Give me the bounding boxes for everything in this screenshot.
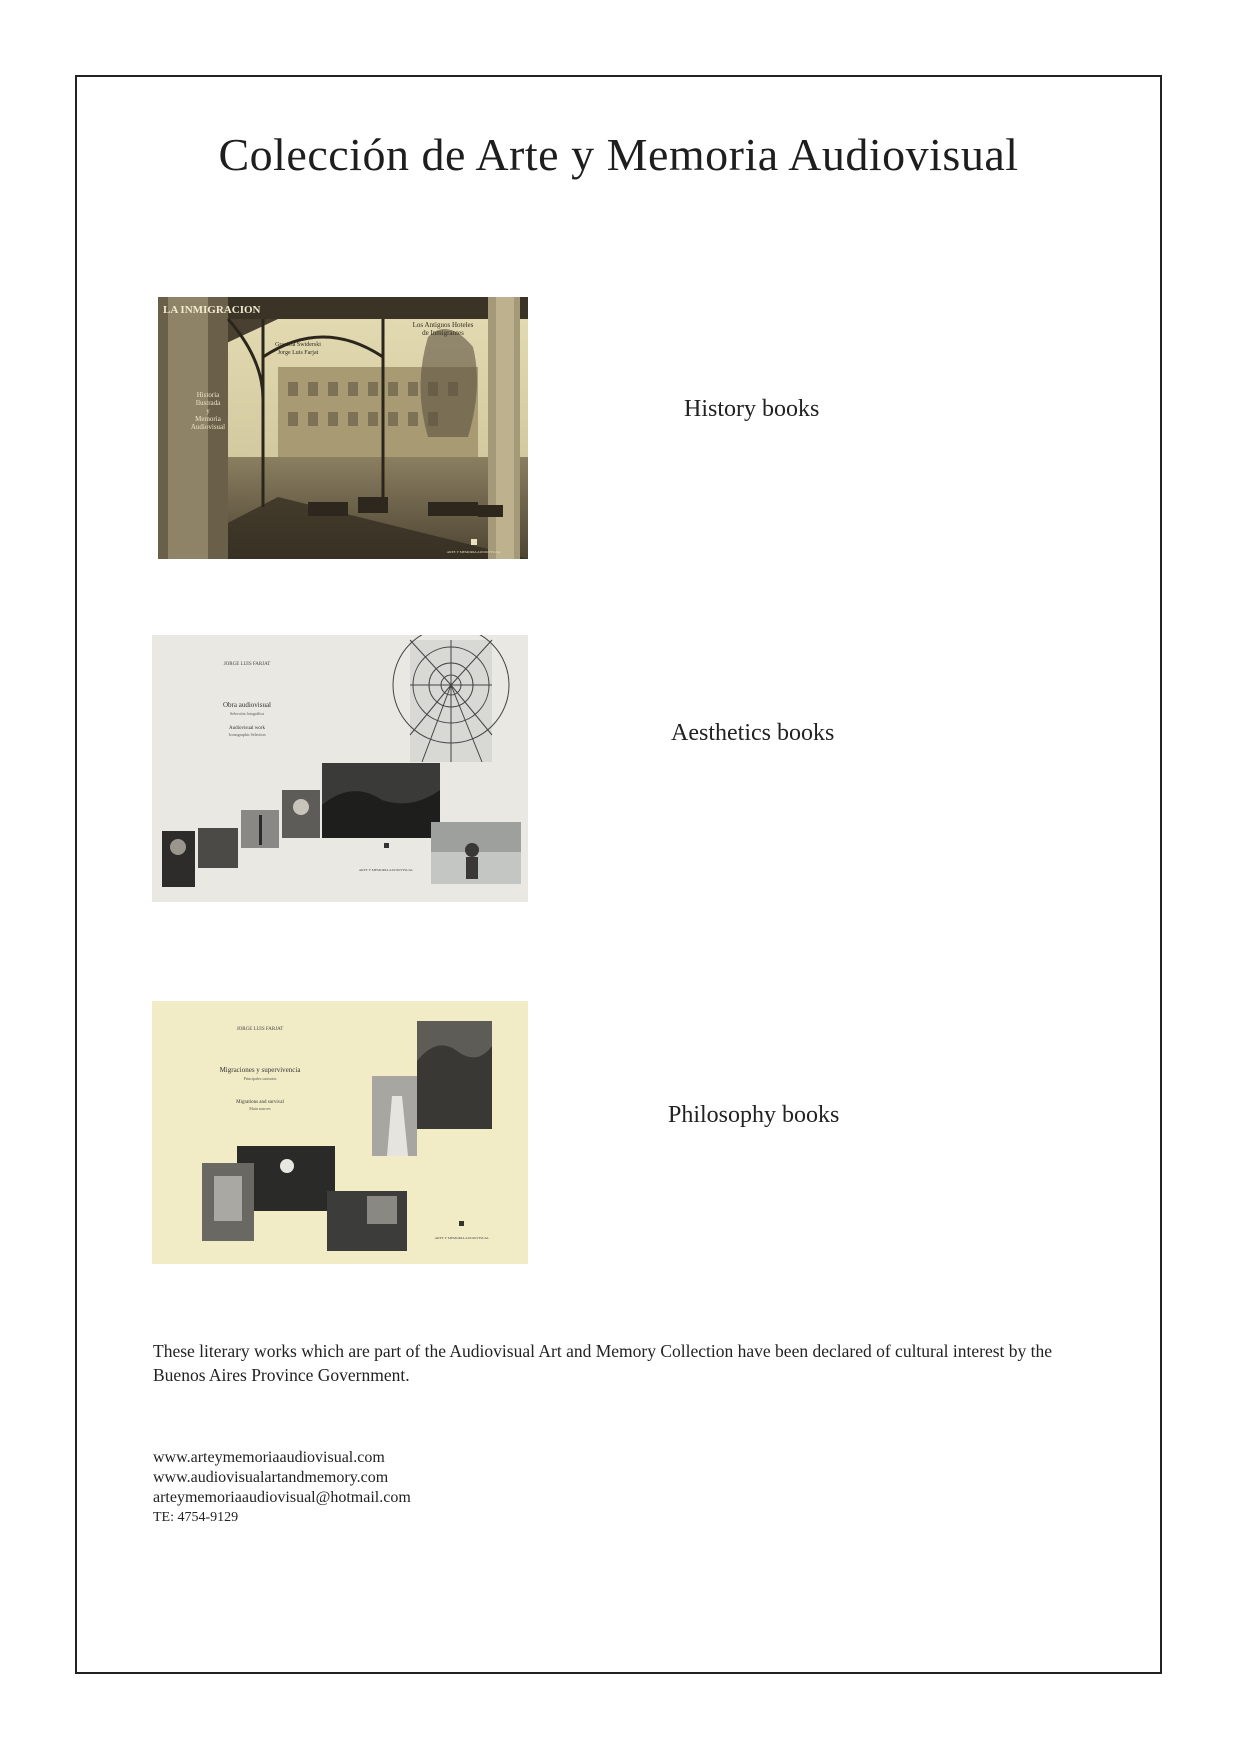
contact-block: [153, 1448, 411, 1528]
svg-text:y: y: [206, 407, 210, 415]
svg-text:Los Antiguos Hoteles: Los Antiguos Hoteles: [412, 321, 474, 329]
svg-text:Principales sustratos: Principales sustratos: [243, 1076, 277, 1081]
svg-text:Migrations and survival: Migrations and survival: [236, 1100, 284, 1105]
history-books-label: History books: [684, 396, 820, 422]
email-link[interactable]: arteymemoriaaudiovisual@hotmail.com: [153, 1489, 411, 1506]
svg-text:JORGE LUIS FARJAT: JORGE LUIS FARJAT: [223, 662, 271, 667]
phone-number: TE: 4754-9129: [153, 1510, 239, 1525]
page-title: Colección de Arte y Memoria Audiovisual: [218, 129, 1019, 180]
history-book-cover: [158, 297, 528, 559]
cultural-interest-note: These literary works which are part of the Audiovisual Art and Memory Collection have been declared of cultural interest by the Buenos Aires Province Government.: [153, 1341, 1053, 1385]
svg-text:ARTE Y MEMORIA AUDIOVISUAL: ARTE Y MEMORIA AUDIOVISUAL: [358, 868, 414, 872]
cover-series-text: LA INMIGRACION: [163, 304, 261, 316]
philosophy-books-label: Philosophy books: [668, 1102, 840, 1128]
svg-text:Migraciones y supervivencia: Migraciones y supervivencia: [219, 1066, 301, 1074]
svg-text:Jorge Luis Farjat: Jorge Luis Farjat: [277, 350, 319, 356]
svg-text:Selección fotográfica: Selección fotográfica: [229, 711, 265, 716]
svg-text:Main sources: Main sources: [249, 1106, 271, 1111]
svg-text:ARTE Y MEMORIA AUDIOVISUAL: ARTE Y MEMORIA AUDIOVISUAL: [434, 1236, 490, 1240]
svg-text:Audiovisual: Audiovisual: [190, 423, 226, 431]
svg-text:Memoria: Memoria: [195, 415, 221, 423]
svg-text:JORGE LUIS FARJAT: JORGE LUIS FARJAT: [236, 1027, 284, 1032]
aesthetics-books-label: Aesthetics books: [671, 720, 835, 746]
svg-text:Obra audiovisual: Obra audiovisual: [222, 701, 272, 709]
svg-text:Historia: Historia: [196, 391, 220, 399]
svg-text:Iconographic Selection: Iconographic Selection: [228, 732, 266, 737]
svg-text:ARTE Y MEMORIA AUDIOVISUAL: ARTE Y MEMORIA AUDIOVISUAL: [446, 550, 502, 554]
philosophy-book-cover: [152, 1001, 528, 1264]
svg-text:Graciela Swiderski: Graciela Swiderski: [275, 342, 321, 348]
svg-text:de Inmigrantes: de Inmigrantes: [422, 329, 464, 337]
svg-text:Ilustrada: Ilustrada: [195, 399, 221, 407]
aesthetics-book-cover: [152, 635, 528, 902]
svg-text:Audiovisual work: Audiovisual work: [229, 726, 265, 731]
website-link-es[interactable]: www.arteymemoriaaudiovisual.com: [153, 1449, 385, 1466]
website-link-en[interactable]: www.audiovisualartandmemory.com: [153, 1469, 389, 1486]
